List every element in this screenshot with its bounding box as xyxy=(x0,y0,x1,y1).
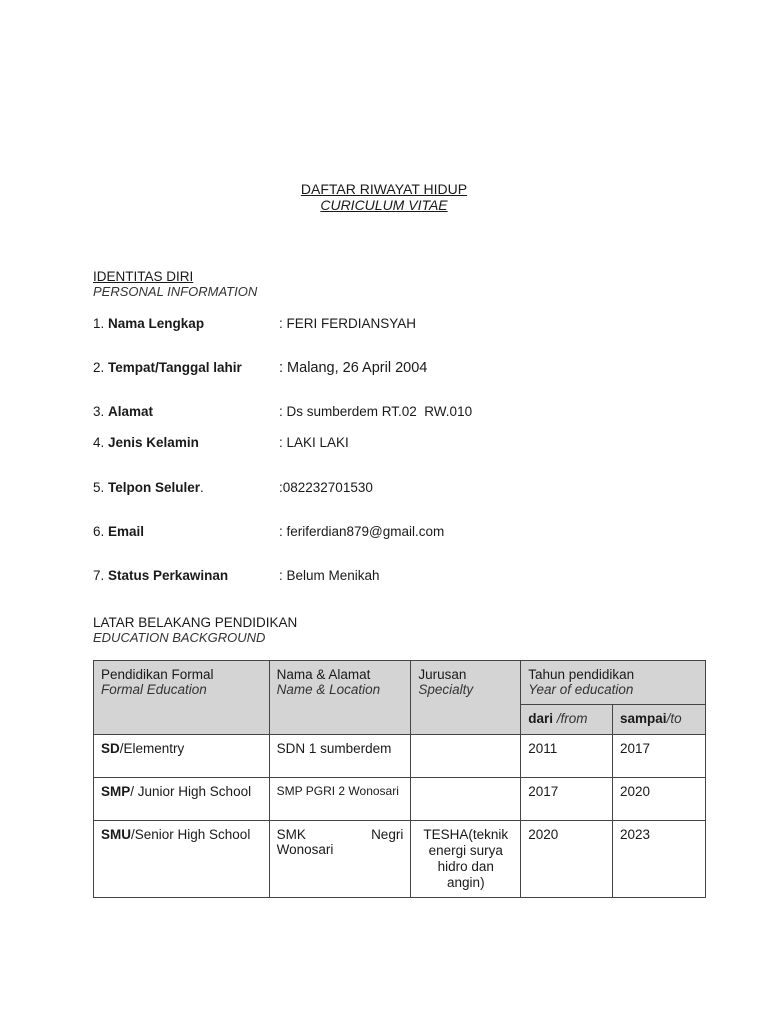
header-label-en: Name & Location xyxy=(276,682,381,697)
field-value: : Malang, 26 April 2004 xyxy=(279,360,428,376)
cell-from: 2011 xyxy=(521,735,613,778)
cell-name xyxy=(269,821,411,898)
field-name: Tempat/Tanggal lahir xyxy=(108,360,242,375)
table-row xyxy=(94,821,706,898)
field-label xyxy=(93,568,228,583)
field-num: 3. xyxy=(93,404,105,419)
field-num: 5. xyxy=(93,480,105,495)
level-abbr: SMP xyxy=(101,784,131,799)
level-abbr: SMU xyxy=(101,827,131,842)
level-text: / Junior High School xyxy=(130,784,252,799)
field-name: Telpon Seluler xyxy=(108,480,201,495)
field-name: Status Perkawinan xyxy=(108,568,229,583)
education-table xyxy=(93,660,706,898)
personal-heading-en: PERSONAL INFORMATION xyxy=(93,284,258,299)
table-row xyxy=(94,778,706,821)
header-label: Jurusan xyxy=(418,667,467,682)
header-label-en: Formal Education xyxy=(101,682,207,697)
header-from-label-en: /from xyxy=(556,711,588,727)
header-label: Pendidikan Formal xyxy=(101,667,214,682)
table-row xyxy=(94,735,706,778)
cell-from: 2017 xyxy=(521,778,613,821)
level-abbr: SD xyxy=(101,741,120,756)
level-text: /Senior High School xyxy=(131,827,251,842)
cell-to: 2020 xyxy=(613,778,706,821)
cell-level xyxy=(94,735,270,778)
field-num: 1. xyxy=(93,316,105,331)
header-from xyxy=(521,705,613,735)
header-label-en: Year of education xyxy=(528,682,634,697)
field-num: 7. xyxy=(93,568,105,583)
education-heading-id: LATAR BELAKANG PENDIDIKAN xyxy=(93,615,298,630)
cell-from: 2020 xyxy=(521,821,613,898)
name-part: Negri xyxy=(371,827,404,842)
header-label-en: Specialty xyxy=(418,682,474,697)
header-to-label-en: /to xyxy=(666,711,682,727)
field-label xyxy=(93,480,204,495)
field-value: : Belum Menikah xyxy=(279,568,380,583)
document-title xyxy=(0,181,768,213)
field-value: : FERI FERDIANSYAH xyxy=(279,316,417,331)
header-to xyxy=(613,705,706,735)
field-name: Alamat xyxy=(108,404,154,419)
name-part: Wonosari xyxy=(276,842,334,857)
field-label xyxy=(93,404,153,419)
cell-to: 2017 xyxy=(613,735,706,778)
cell-name: SDN 1 sumberdem xyxy=(269,735,411,778)
field-value: : Ds sumberdem RT.02 RW.010 xyxy=(279,404,473,419)
header-label: Nama & Alamat xyxy=(276,667,371,682)
header-name-location xyxy=(269,661,411,735)
field-num: 4. xyxy=(93,435,105,450)
title-main: DAFTAR RIWAYAT HIDUP xyxy=(300,181,468,197)
cell-name: SMP PGRI 2 Wonosari xyxy=(269,778,411,821)
field-label xyxy=(93,360,242,375)
field-label xyxy=(93,524,144,539)
education-heading-en: EDUCATION BACKGROUND xyxy=(93,630,266,645)
field-name: Jenis Kelamin xyxy=(108,435,199,450)
field-num: 2. xyxy=(93,360,105,375)
personal-heading xyxy=(93,269,257,299)
personal-heading-id: IDENTITAS DIRI xyxy=(93,269,194,284)
cell-level xyxy=(94,821,270,898)
field-name: Nama Lengkap xyxy=(108,316,205,331)
name-part: SMK xyxy=(276,827,306,842)
header-to-label: sampai xyxy=(620,711,667,727)
field-label xyxy=(93,435,199,450)
cell-specialty: TESHA(teknik energi surya hidro dan angin) xyxy=(411,821,521,898)
field-num: 6. xyxy=(93,524,105,539)
header-formal-education xyxy=(94,661,270,735)
level-text: /Elementry xyxy=(119,741,185,756)
field-value: : LAKI LAKI xyxy=(279,435,349,450)
header-label: Tahun pendidikan xyxy=(528,667,635,682)
field-value: : feriferdian879@gmail.com xyxy=(279,524,445,539)
header-from-label: dari xyxy=(528,711,554,727)
field-suffix: . xyxy=(200,480,204,495)
table-header-row xyxy=(94,661,706,705)
education-heading xyxy=(93,615,297,645)
field-name: Email xyxy=(108,524,145,539)
title-sub: CURICULUM VITAE xyxy=(320,197,448,213)
cell-to: 2023 xyxy=(613,821,706,898)
cell-specialty xyxy=(411,778,521,821)
header-specialty xyxy=(411,661,521,735)
header-year xyxy=(521,661,706,705)
cell-level xyxy=(94,778,270,821)
cell-specialty xyxy=(411,735,521,778)
field-label xyxy=(93,316,204,331)
field-value: :082232701530 xyxy=(279,480,373,495)
